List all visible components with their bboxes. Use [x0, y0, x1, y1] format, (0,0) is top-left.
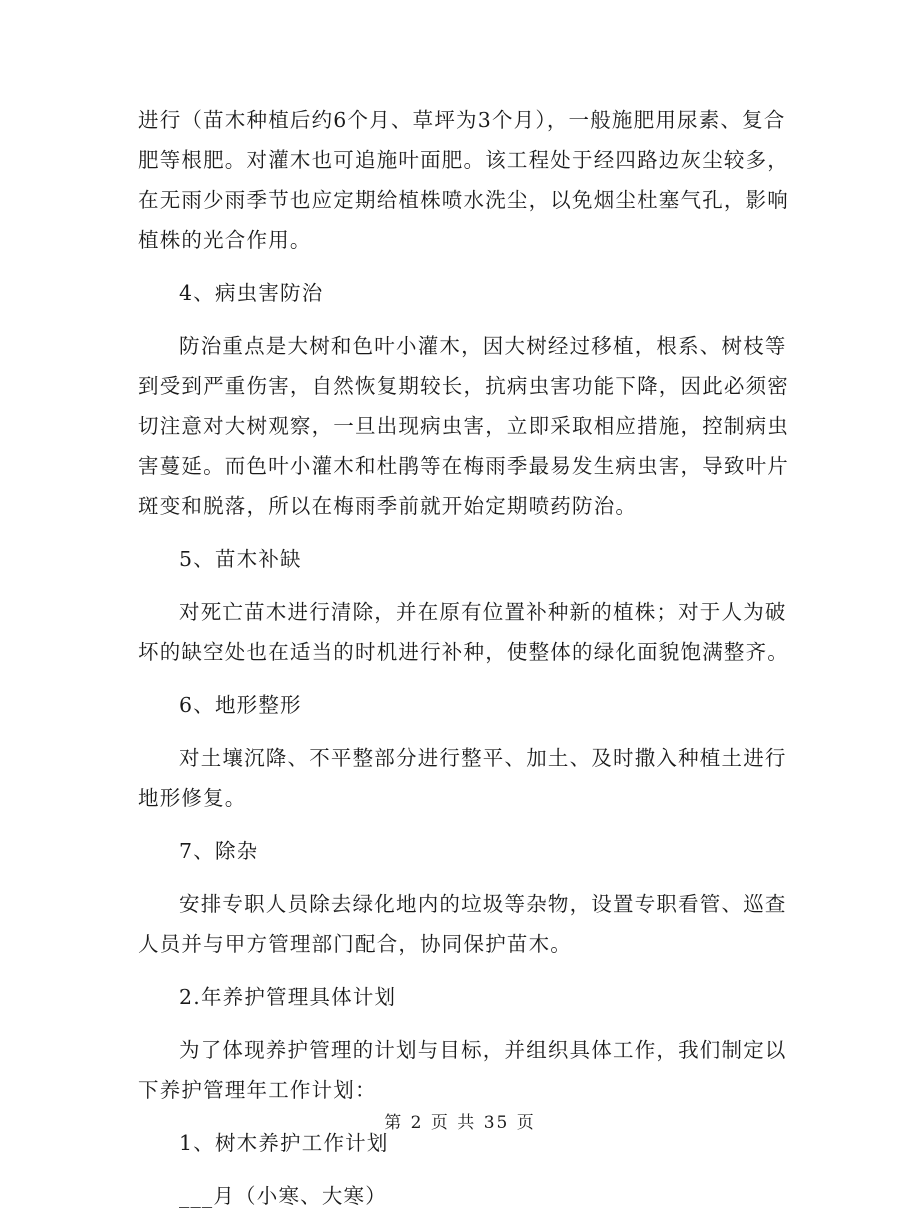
paragraph-gap — [138, 313, 782, 326]
section-heading — [138, 539, 782, 579]
text-line: 2.年养护管理具体计划 — [179, 985, 397, 1009]
paragraph-gap — [138, 1163, 782, 1176]
paragraph-gap — [138, 818, 782, 831]
text-line: 坏的缺空处也在适当的时机进行补种，使整体的绿化面貌饱满整齐。 — [138, 640, 789, 664]
text-line: 5、苗木补缺 — [179, 547, 302, 571]
text-line: 植株的光合作用。 — [138, 228, 312, 252]
text-line: 7、除杂 — [179, 839, 259, 863]
text-line: 6、地形整形 — [179, 693, 302, 717]
text-line: 地形修复。 — [138, 786, 247, 810]
paragraph-gap — [138, 1017, 782, 1030]
paragraph-gap — [138, 871, 782, 884]
text-line: 对死亡苗木进行清除，并在原有位置补种新的植株；对于人为破 — [179, 600, 787, 624]
text-line: ___月（小寒、大寒） — [179, 1184, 387, 1208]
text-line: 安排专职人员除去绿化地内的垃圾等杂物，设置专职看管、巡查 — [179, 892, 787, 916]
text-line: 进行（苗木种植后约6个月、草坪为3个月），一般施肥用尿素、复合 — [138, 108, 786, 132]
document-body — [138, 100, 789, 1216]
paragraph — [138, 592, 789, 672]
text-line: 到受到严重伤害，自然恢复期较长，抗病虫害功能下降，因此必须密 — [138, 374, 789, 398]
section-heading — [138, 685, 782, 725]
text-line: 人员并与甲方管理部门配合，协同保护苗木。 — [138, 932, 572, 956]
paragraph-gap — [138, 964, 782, 977]
paragraph-gap — [138, 579, 782, 592]
paragraph-gap — [138, 260, 782, 273]
text-line: 害蔓延。而色叶小灌木和杜鹃等在梅雨季最易发生病虫害，导致叶片 — [138, 454, 789, 478]
paragraph — [138, 738, 787, 818]
text-line: 肥等根肥。对灌木也可追施叶面肥。该工程处于经四路边灰尘较多， — [138, 148, 789, 172]
text-line: 4、病虫害防治 — [179, 281, 324, 305]
text-line: 防治重点是大树和色叶小灌木，因大树经过移植，根系、树枝等 — [179, 334, 787, 358]
paragraph — [138, 100, 789, 260]
text-line: 斑变和脱落，所以在梅雨季前就开始定期喷药防治。 — [138, 494, 638, 518]
paragraph — [138, 884, 787, 964]
paragraph — [138, 1030, 787, 1110]
paragraph — [138, 326, 789, 526]
text-line: 对土壤沉降、不平整部分进行整平、加土、及时撒入种植土进行 — [179, 746, 787, 770]
section-heading — [138, 977, 782, 1017]
section-heading — [138, 831, 782, 871]
text-line: 切注意对大树观察，一旦出现病虫害，立即采取相应措施，控制病虫 — [138, 414, 789, 438]
paragraph-gap — [138, 725, 782, 738]
paragraph-gap — [138, 526, 782, 539]
page-footer: 第 2 页 共 35 页 — [384, 1113, 536, 1133]
section-heading — [138, 1176, 782, 1216]
text-line: 下养护管理年工作计划： — [138, 1078, 377, 1102]
section-heading — [138, 273, 782, 313]
text-line: 为了体现养护管理的计划与目标，并组织具体工作，我们制定以 — [179, 1038, 787, 1062]
text-line: 在无雨少雨季节也应定期给植株喷水洗尘，以免烟尘杜塞气孔，影响 — [138, 188, 789, 212]
paragraph-gap — [138, 672, 782, 685]
text-line: 1、树木养护工作计划 — [179, 1131, 389, 1155]
